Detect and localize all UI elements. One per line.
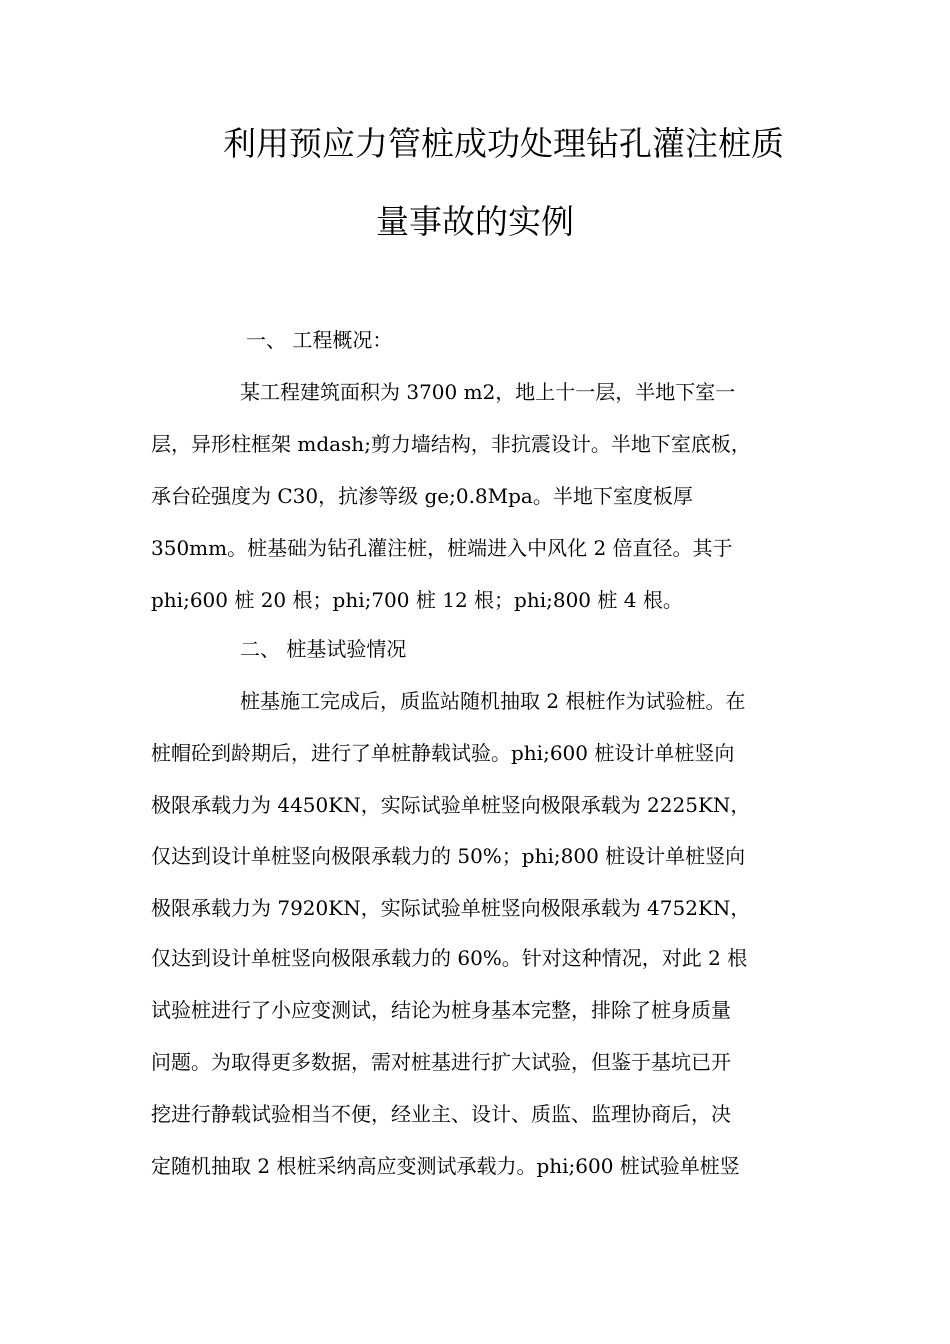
paragraph-line: 挖进行静载试验相当不便，经业主、设计、质监、监理协商后，决: [151, 1102, 731, 1126]
document-title-line-2: 量事故的实例: [376, 202, 574, 241]
paragraph-line: 承台砼强度为 C30，抗渗等级 ge;0.8Mpa。半地下室度板厚: [151, 484, 693, 508]
section-heading-1: 一、 工程概况：: [246, 328, 393, 352]
paragraph-line: 350mm。桩基础为钻孔灌注桩，桩端进入中风化 2 倍直径。其于: [151, 536, 733, 560]
paragraph-line: 定随机抽取 2 根桩采纳高应变测试承载力。phi;600 桩试验单桩竖: [151, 1154, 740, 1178]
paragraph-line: 问题。为取得更多数据，需对桩基进行扩大试验，但鉴于基坑已开: [151, 1050, 731, 1074]
paragraph-line: 某工程建筑面积为 3700 m2，地上十一层，半地下室一: [240, 380, 736, 404]
paragraph-line: 试验桩进行了小应变测试，结论为桩身基本完整，排除了桩身质量: [151, 998, 731, 1022]
paragraph-line: 层，异形柱框架 mdash;剪力墙结构，非抗震设计。半地下室底板，: [151, 432, 751, 456]
paragraph-line: 仅达到设计单桩竖向极限承载力的 50%；phi;800 桩设计单桩竖向: [151, 844, 746, 868]
document-title-line-1: 利用预应力管桩成功处理钻孔灌注桩质: [223, 124, 784, 163]
paragraph-line: phi;600 桩 20 根；phi;700 桩 12 根；phi;800 桩 4 根。: [151, 588, 683, 612]
paragraph-line: 桩帽砼到龄期后，进行了单桩静载试验。phi;600 桩设计单桩竖向: [151, 741, 735, 765]
section-heading-2: 二、 桩基试验情况: [240, 637, 407, 661]
paragraph-line: 仅达到设计单桩竖向极限承载力的 60%。针对这种情况，对此 2 根: [151, 946, 748, 970]
paragraph-line: 极限承载力为 4450KN，实际试验单桩竖向极限承载为 2225KN，: [151, 793, 751, 817]
paragraph-line: 桩基施工完成后，质监站随机抽取 2 根桩作为试验桩。在: [240, 689, 746, 713]
paragraph-line: 极限承载力为 7920KN，实际试验单桩竖向极限承载为 4752KN，: [151, 896, 751, 920]
